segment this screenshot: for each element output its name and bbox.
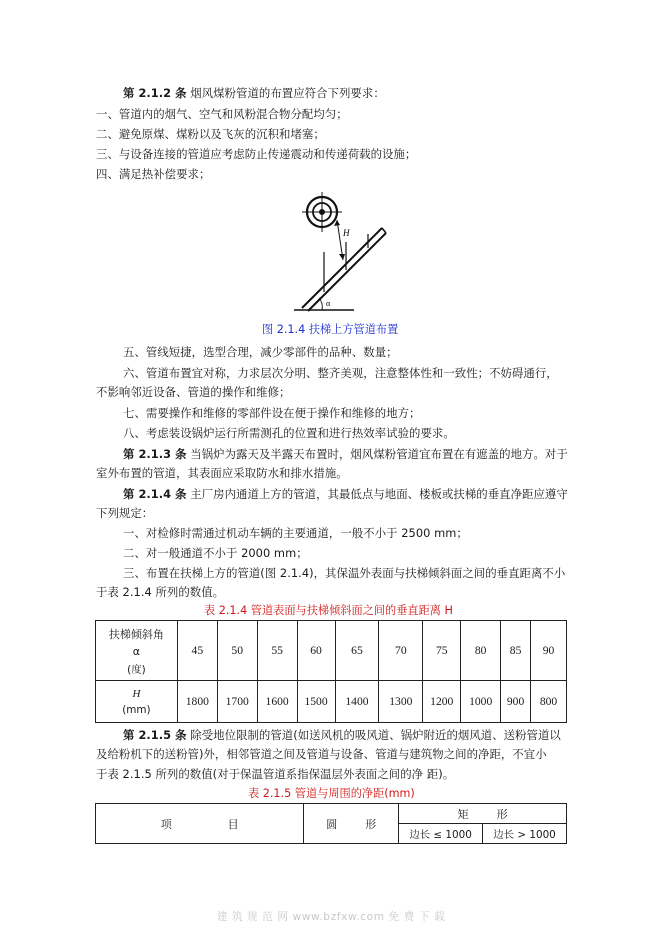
clause-text: 除受地位限制的管道(如送风机的吸风道、锅炉附近的烟风道、送粉管道以 bbox=[190, 728, 561, 742]
clause-number: 第 2.1.2 条 bbox=[123, 86, 187, 100]
angle-cell: 70 bbox=[379, 621, 423, 681]
section-2-1-3-line1 bbox=[123, 446, 568, 462]
header-unit: (度) bbox=[127, 663, 146, 676]
clause-text: 主厂房内通道上方的管道，其最低点与地面、楼板或扶梯的垂直净距应遵守 bbox=[190, 487, 568, 501]
table-2-1-5-caption: 表 2.1.5 管道与周围的净距(mm) bbox=[248, 787, 415, 800]
h-arrow-bottom bbox=[339, 254, 345, 260]
col-round-header: 圆 形 bbox=[304, 804, 399, 844]
clause-text: 烟风煤粉管道的布置应符合下列要求： bbox=[190, 86, 385, 100]
list-item-cont: 不影响邻近设备、管道的操作和维修； bbox=[96, 385, 291, 399]
section-2-1-4-line1 bbox=[123, 486, 568, 502]
distance-cell: 1700 bbox=[217, 681, 257, 723]
col-item-header: 项 目 bbox=[96, 804, 304, 844]
angle-cell: 75 bbox=[423, 621, 461, 681]
stair-end-cap bbox=[382, 228, 386, 233]
angle-cell: 45 bbox=[177, 621, 217, 681]
header-label: 扶梯倾斜角 bbox=[108, 627, 164, 641]
angle-cell: 55 bbox=[257, 621, 297, 681]
distance-cell: 1600 bbox=[257, 681, 297, 723]
list-item-cont: 于表 2.1.4 所列的数值。 bbox=[96, 585, 225, 599]
section-2-1-2-heading bbox=[123, 85, 385, 101]
stair-upper-line bbox=[302, 228, 382, 308]
footer-watermark: 建 筑 规 范 网 www.bzfxw.com 免 费 下 载 bbox=[216, 911, 446, 923]
clause-number: 第 2.1.3 条 bbox=[123, 447, 187, 461]
stair-pipe-figure bbox=[288, 190, 398, 316]
figure-caption: 图 2.1.4 扶梯上方管道布置 bbox=[262, 323, 399, 336]
section-2-1-5-line1 bbox=[123, 727, 561, 743]
sub-header-gt: 边长 > 1000 bbox=[483, 824, 567, 844]
angle-cell: 90 bbox=[531, 621, 567, 681]
distance-cell: 1300 bbox=[379, 681, 423, 723]
clause-text: 当锅炉为露天及半露天布置时，烟风煤粉管道宜布置在有遮盖的地方。对于 bbox=[190, 447, 568, 461]
header-symbol: α bbox=[132, 644, 141, 658]
alpha-label: α bbox=[326, 299, 331, 308]
distance-cell: 1200 bbox=[423, 681, 461, 723]
distance-cell: 800 bbox=[531, 681, 567, 723]
section-2-1-5-line3: 于表 2.1.5 所列的数值(对于保温管道系指保温层外表面之间的净 距)。 bbox=[96, 767, 455, 781]
list-item: 二、避免原煤、煤粉以及飞灰的沉积和堵塞； bbox=[96, 127, 325, 141]
header-symbol: H bbox=[132, 687, 141, 700]
table-row bbox=[96, 804, 567, 824]
clause-number: 第 2.1.4 条 bbox=[123, 487, 187, 501]
row-header-angle bbox=[96, 621, 178, 681]
angle-cell: 50 bbox=[217, 621, 257, 681]
clause-number: 第 2.1.5 条 bbox=[123, 728, 187, 742]
table-2-1-5 bbox=[95, 803, 567, 844]
angle-cell: 65 bbox=[335, 621, 379, 681]
list-item: 二、对一般通道不小于 2000 mm； bbox=[123, 546, 308, 560]
table-2-1-4-caption: 表 2.1.4 管道表面与扶梯倾斜面之间的垂直距离 H bbox=[204, 604, 453, 617]
list-item: 三、布置在扶梯上方的管道(图 2.1.4)，其保温外表面与扶梯倾斜面之间的垂直距离不小 bbox=[123, 566, 566, 580]
list-item: 八、考虑装设锅炉运行所需测孔的位置和进行热效率试验的要求。 bbox=[123, 426, 455, 440]
list-item: 六、管道布置宜对称，力求层次分明、整齐美观，注意整体性和一致性；不妨碍通行， bbox=[123, 366, 558, 380]
angle-cell: 60 bbox=[297, 621, 335, 681]
h-label: H bbox=[343, 228, 350, 238]
distance-cell: 1800 bbox=[177, 681, 217, 723]
table-row bbox=[96, 681, 567, 723]
sub-header-le: 边长 ≤ 1000 bbox=[399, 824, 483, 844]
list-item: 七、需要操作和维修的零部件设在便于操作和维修的地方； bbox=[123, 406, 421, 420]
list-item: 五、管线短捷，选型合理，减少零部件的品种、数量； bbox=[123, 345, 398, 359]
distance-cell: 1500 bbox=[297, 681, 335, 723]
table-row bbox=[96, 621, 567, 681]
list-item: 四、满足热补偿要求； bbox=[96, 167, 211, 181]
distance-cell: 900 bbox=[501, 681, 531, 723]
table-2-1-4 bbox=[95, 620, 567, 723]
section-2-1-5-line2: 及给粉机下的送粉管)外，相邻管道之间及管道与设备、管道与建筑物之间的净距，不宜小 bbox=[96, 747, 547, 761]
distance-cell: 1000 bbox=[461, 681, 501, 723]
distance-cell: 1400 bbox=[335, 681, 379, 723]
header-unit: (mm) bbox=[122, 703, 151, 716]
col-rect-header: 矩 形 bbox=[399, 804, 567, 824]
list-item: 一、管道内的烟气、空气和风粉混合物分配均匀； bbox=[96, 107, 348, 121]
section-2-1-3-line2: 室外布置的管道，其表面应采取防水和排水措施。 bbox=[96, 466, 348, 480]
angle-cell: 85 bbox=[501, 621, 531, 681]
section-2-1-4-line2: 下列规定： bbox=[96, 506, 154, 520]
angle-cell: 80 bbox=[461, 621, 501, 681]
row-header-distance bbox=[96, 681, 178, 723]
list-item: 三、与设备连接的管道应考虑防止传递震动和传递荷载的设施； bbox=[96, 147, 417, 161]
list-item: 一、对检修时需通过机动车辆的主要通道，一般不小于 2500 mm； bbox=[123, 526, 468, 540]
